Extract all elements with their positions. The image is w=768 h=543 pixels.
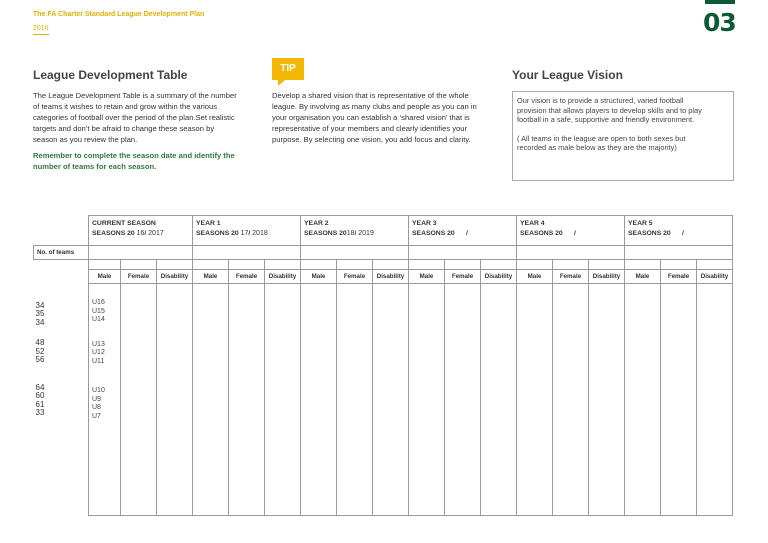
spacer-row [34,260,733,270]
input-cell[interactable] [553,284,589,516]
teams-data-row [34,284,733,516]
year-label: YEAR 5 [628,220,653,227]
team-count: 64 [35,382,45,392]
team-counts-column [34,284,89,516]
female-column-header: Female [661,270,697,284]
team-count: 35 [35,309,45,318]
team-count: 48 [35,338,45,347]
male-column-header: Male [89,270,121,284]
league-development-heading: League Development Table [33,68,188,82]
seasons-label: SEASONS 20 17/ 2018 [196,230,268,237]
year-4-header [517,216,625,246]
input-cell[interactable] [337,284,373,516]
team-count: 60 [35,391,45,400]
age-group: U8 [92,404,101,411]
text-line: provision that allows players to develop skills and to play [517,105,702,115]
input-cell[interactable] [121,284,157,516]
text-line: targets and don’t be afraid to change these season by [33,124,215,133]
age-group: U7 [92,412,101,420]
input-cell[interactable] [373,284,409,516]
team-count: 61 [35,399,45,409]
text-line: categories of football over the period of the plan.Set realistic [33,113,235,122]
disability-column-header: Disability [157,270,193,284]
female-column-header: Female [121,270,157,284]
text-line: ( All teams in the league are open to both sexes but [517,133,686,143]
female-column-header: Female [337,270,373,284]
current-season-header [89,216,193,246]
year-label: CURRENT SEASON [92,220,156,227]
disability-column-header: Disability [589,270,625,284]
female-column-header: Female [553,270,589,284]
input-cell[interactable] [409,246,517,260]
vision-paragraph [517,96,729,125]
year-label: YEAR 2 [304,220,329,227]
input-cell[interactable] [89,246,193,260]
input-cell[interactable] [697,284,733,516]
text-line: your organisation you can establish a ‘shared vision’ that is [272,113,470,122]
year-header-row [34,216,733,246]
document-year: 2016 [33,25,49,32]
input-cell[interactable] [661,284,697,516]
no-of-teams-label: No. of teams [34,246,89,260]
input-cell[interactable] [229,284,265,516]
league-vision-box [512,91,734,181]
year-2-header [301,216,409,246]
age-group: U13 [92,340,105,348]
female-column-header: Female [229,270,265,284]
page-number: 03 [703,8,736,37]
league-vision-heading: Your League Vision [512,68,623,82]
disability-column-header: Disability [373,270,409,284]
no-of-teams-row [34,246,733,260]
reminder-note [33,150,265,172]
team-count: 52 [35,346,45,356]
age-group: U16 [92,299,105,306]
age-groups-cell[interactable] [89,284,121,516]
text-line: football in a safe, supportive and friendly environment. [517,115,695,124]
seasons-label: SEASONS 2018/ 2019 [304,230,374,237]
input-cell[interactable] [193,284,229,516]
league-development-description [33,90,265,145]
male-column-header: Male [517,270,553,284]
male-column-header: Male [301,270,337,284]
male-column-header: Male [193,270,229,284]
male-column-header: Male [625,270,661,284]
male-column-header: Male [409,270,445,284]
text-line: recorded as male below as they are the majority) [517,143,677,152]
team-count: 34 [35,317,45,327]
input-cell[interactable] [625,284,661,516]
input-cell[interactable] [193,246,301,260]
disability-column-header: Disability [697,270,733,284]
text-line: of teams it wishes to retain and grow within the various [33,102,218,111]
text-line: number of teams for each season. [33,162,157,171]
disability-column-header: Disability [265,270,301,284]
female-column-header: Female [445,270,481,284]
year-5-header [625,216,733,246]
page-tab-bar [705,0,735,4]
seasons-label: SEASONS 20 / [628,230,684,237]
text-line: league. By involving as many clubs and people as you can in [272,102,477,111]
text-line: Our vision is to provide a structured, varied football [517,96,684,105]
input-cell[interactable] [589,284,625,516]
text-line: purpose. By selecting one vision, you add focus and clarity. [272,135,471,144]
input-cell[interactable] [445,284,481,516]
input-cell[interactable] [157,284,193,516]
tip-badge: TIP [272,58,304,80]
text-line: Develop a shared vision that is representative of the whole [272,91,469,100]
disability-column-header: Disability [481,270,517,284]
input-cell[interactable] [265,284,301,516]
age-group: U9 [92,395,101,403]
seasons-label: SEASONS 20 / [520,230,576,237]
vision-note [517,134,729,153]
document-title: The FA Charter Standard League Development Plan [33,11,205,18]
seasons-label: SEASONS 20 / [412,230,468,237]
year-label: YEAR 4 [520,220,545,227]
team-count: 33 [35,408,45,417]
year-1-header [193,216,301,246]
input-cell[interactable] [481,284,517,516]
age-group: U11 [92,357,105,365]
tip-text [272,90,504,145]
league-development-table [33,215,733,516]
text-line: representative of your members and clearly identifies your [272,124,467,133]
input-cell[interactable] [517,246,625,260]
input-cell[interactable] [301,246,409,260]
input-cell[interactable] [517,284,553,516]
team-count: 56 [35,355,45,364]
age-group: U12 [92,349,105,356]
team-count: 34 [35,300,45,310]
seasons-label: SEASONS 20 16/ 2017 [92,230,164,237]
year-3-header [409,216,517,246]
text-line: The League Development Table is a summary of the number [33,91,237,100]
age-group: U15 [92,307,105,315]
age-group: U10 [92,387,105,394]
header-rule [33,34,49,35]
year-label: YEAR 1 [196,220,221,227]
text-line: Remember to complete the season date and identify the [33,151,235,160]
age-group: U14 [92,316,105,323]
sub-header-row [34,270,733,284]
year-label: YEAR 3 [412,220,437,227]
input-cell[interactable] [301,284,337,516]
input-cell[interactable] [409,284,445,516]
text-line: season as you review the plan. [33,135,138,144]
input-cell[interactable] [625,246,733,260]
